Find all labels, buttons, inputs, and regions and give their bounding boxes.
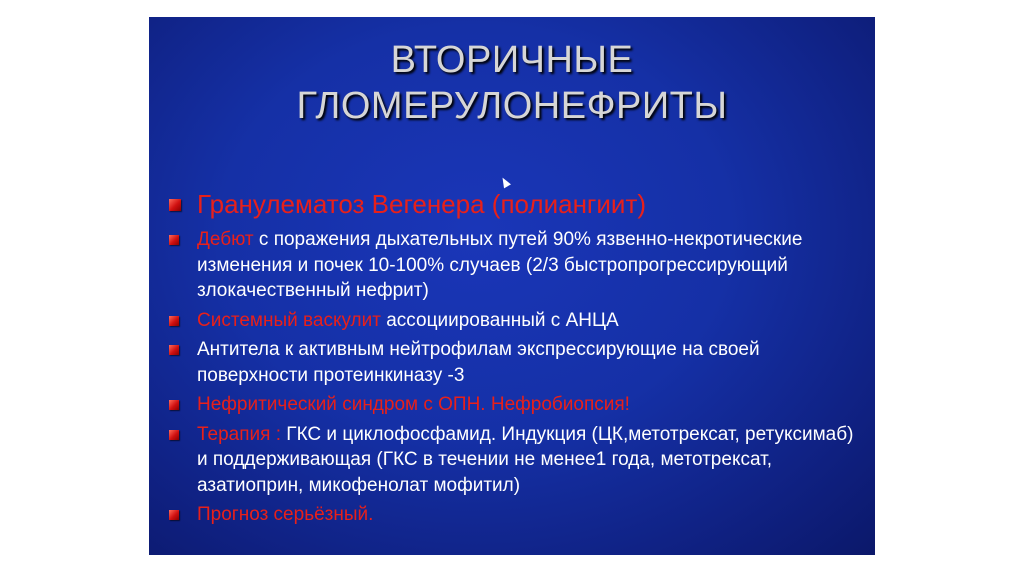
item-text: ГКС и циклофосфамид. Индукция (ЦК,метотрексат, ретуксимаб) и поддерживающая (ГКС в течении не менее1 года, метотрексат, азатиоприн, микофенолат мофитил) [197, 423, 854, 496]
item-red-text: Системный васкулит [197, 309, 381, 331]
square-bullet-icon [169, 430, 179, 440]
square-bullet-icon [169, 199, 181, 211]
item-red-text: Гранулематоз Вегенера (полиангиит) [197, 189, 647, 219]
bullet-list [167, 187, 867, 528]
square-bullet-icon [169, 316, 179, 326]
title-line-1: ВТОРИЧНЫЕ [390, 39, 634, 81]
list-item-heading [167, 187, 867, 221]
item-red-text: Нефритический синдром с ОПН. Нефробиопсия! [197, 394, 630, 415]
square-bullet-icon [169, 510, 179, 520]
slide [149, 17, 875, 555]
list-item [167, 227, 867, 304]
slide-title [149, 37, 875, 129]
list-item [167, 422, 867, 499]
item-red-text: Прогноз серьёзный. [197, 504, 374, 525]
list-item [167, 502, 867, 528]
item-text: Антитела к активным нейтрофилам экспрессирующие на своей поверхности протеинкиназу -3 [197, 339, 760, 386]
square-bullet-icon [169, 345, 179, 355]
list-item [167, 337, 867, 388]
square-bullet-icon [169, 400, 179, 410]
item-red-text: Дебют [197, 229, 254, 250]
item-text: с поражения дыхательных путей 90% язвенно-некротические изменения и почек 10-100% случаев (2/3 быстропрогрессирующий злокачественный нефрит) [197, 229, 803, 301]
item-red-text: Терапия : [197, 423, 281, 445]
square-bullet-icon [169, 235, 179, 245]
title-line-2: ГЛОМЕРУЛОНЕФРИТЫ [296, 85, 728, 127]
list-item [167, 308, 867, 334]
list-item [167, 392, 867, 418]
item-text: ассоциированный с АНЦА [380, 309, 619, 331]
